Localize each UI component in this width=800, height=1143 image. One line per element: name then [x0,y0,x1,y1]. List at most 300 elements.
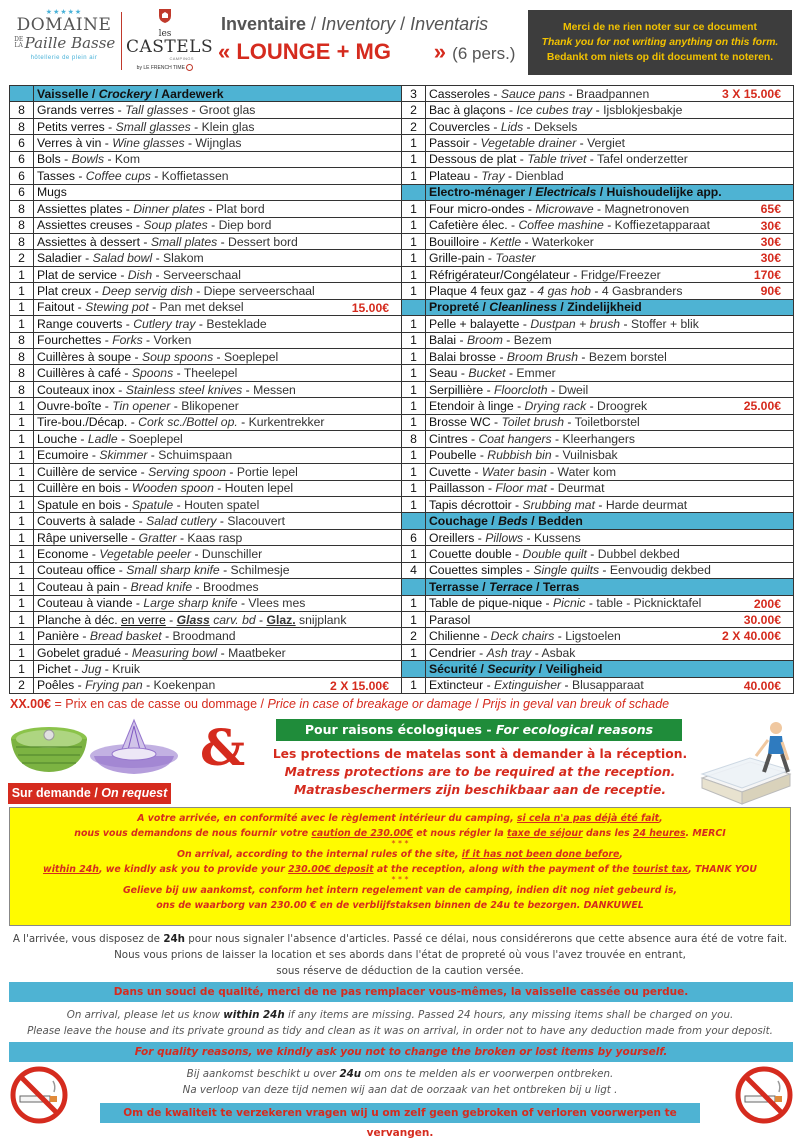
item-name-fr: Réfrigérateur/Congélateur [429,267,570,282]
table-row [10,168,794,184]
item-name-fr: Ouvre-boîte [37,399,102,414]
item-name: Pelle + balayette - Dustpan + brush - Stoffer + blik [426,316,794,332]
item-name-nl: Blusapparaat [571,678,644,693]
item-quantity: 4 [402,562,426,578]
item-name: Table de pique-nique - Picnic - table - Picknicktafel 200€ [426,595,794,611]
item-name-fr: Saladier [37,251,82,266]
page-title: Inventaire / Inventory / Inventaris [221,14,489,34]
item-name-en: Vegetable drainer [480,136,577,151]
item-quantity: 8 [10,233,34,249]
item-name-en: Picnic [553,596,586,611]
category-header: Couchage / Beds / Bedden [426,513,794,529]
item-quantity: 1 [402,644,426,660]
item-name-en: Water basin [481,464,547,479]
item-name-en: Dinner plates [133,201,206,216]
item-name-nl: Droogrek [597,399,648,414]
item-quantity: 1 [10,283,34,299]
item-name-fr: Mugs [37,185,67,200]
item-quantity: 1 [402,135,426,151]
table-row [10,513,794,529]
category-nl: Veiligheid [545,662,603,677]
item-name-fr: Pichet [37,662,71,677]
item-name-nl: Diep bord [218,218,272,233]
item-name-fr: Seau [429,366,458,381]
item-name-fr: Couteaux inox [37,382,115,397]
item-name-fr: Cuillère de service [37,464,138,479]
item-name-fr: Faitout [37,300,75,315]
item-name-fr: Louche [37,431,77,446]
item-name-en: Cutlery tray [133,316,196,331]
item-quantity: 1 [10,513,34,529]
item-name-nl: Bezem [513,333,552,348]
item-quantity: 1 [402,398,426,414]
item-name-nl: Dienblad [515,168,564,183]
item-name-nl: Wijnglas [195,136,242,151]
item-name-en: Frying pan [85,678,143,693]
item-name-nl: Koffiezetapparaat [614,218,710,233]
item-quantity: 1 [10,316,34,332]
item-name-en: Glass [176,612,210,627]
item-name-fr: Fourchettes [37,333,102,348]
item-name-fr: Casseroles [429,86,490,101]
item-quantity: 1 [402,447,426,463]
item-name-fr: Cuillères à soupe [37,349,132,364]
item-name-en-extra: carv. bd [213,612,256,627]
item-quantity: 1 [10,612,34,628]
item-name-en: Forks [112,333,143,348]
castels-logo: les CASTELS CAMPINGS by LE FRENCH TIME [126,8,204,74]
table-row [10,398,794,414]
item-name-nl: Dweil [558,382,589,397]
missing-items-nl: Bij aankomst beschikt u over 24u om ons te melden als er voorwerpen ontbreken. Na verloop van deze tijd nemen wij aan dat de oorzaak van het ontbreken bij u ligt . [182,1068,618,1096]
item-name-en: Bread knife [130,579,193,594]
item-name: Plat de service - Dish - Serveerschaal [34,266,402,282]
item-name: Grille-pain - Toaster 30€ [426,250,794,266]
item-name-en: Large sharp knife [143,596,238,611]
item-name-nl: Pan met deksel [159,300,244,315]
category-fr: Terrasse [429,579,479,594]
item-name-nl: Dubbel dekbed [597,546,680,561]
item-quantity: 2 [402,118,426,134]
item-quantity [402,184,426,200]
item-quantity: 6 [10,151,34,167]
item-quantity: 8 [10,332,34,348]
replacement-price: 25.00€ [743,399,781,414]
item-name-en: Tray [481,168,505,183]
item-name-en: Skimmer [99,448,148,463]
item-name: Bac à glaçons - Ice cubes tray - Ijsblokjesbakje [426,102,794,118]
item-name: Extincteur - Extinguisher - Blusapparaat 40.00€ [426,677,794,693]
item-name: Couteaux inox - Stainless steel knives - Messen [34,381,402,397]
castels-shield-icon [158,8,172,24]
item-quantity: 6 [10,184,34,200]
item-name-en: Soup spoons [142,349,214,364]
item-name-fr: Assiettes plates [37,201,123,216]
logo-divider [121,12,122,70]
item-name: Tapis décrottoir - Srubbing mat - Harde deurmat [426,496,794,512]
item-quantity: 1 [10,595,34,611]
item-name-fr: Econome [37,546,89,561]
category-fr: Couchage [429,514,488,529]
item-name-en: Soup plates [143,218,208,233]
table-row [10,316,794,332]
replacement-price: 90€ [760,284,781,299]
item-name-en: Bread basket [89,629,162,644]
table-row [10,480,794,496]
item-quantity: 8 [10,381,34,397]
item-quantity: 1 [402,349,426,365]
item-quantity [402,579,426,595]
item-name-nl: Slakom [163,251,204,266]
item-name-nl: Toiletborstel [574,415,640,430]
item-name: Cuillère en bois - Wooden spoon - Houten lepel [34,480,402,496]
item-name: Passoir - Vegetable drainer - Vergiet [426,135,794,151]
quality-band-en: For quality reasons, we kindly ask you not to change the broken or lost items by yourself. [9,1042,793,1062]
item-name-fr: Chilienne [429,629,480,644]
item-quantity: 3 [402,86,426,102]
item-name: Pichet - Jug - Kruik [34,661,402,677]
item-name-en: Microwave [535,201,594,216]
mattress-protection-notice: Les protections de matelas sont à demander à la réception. Matress protections are to be required at the reception. Matrasbeschermers zijn beschikbaar aan de receptie. [272,747,688,797]
item-name: Ouvre-boîte - Tin opener - Blikopener [34,398,402,414]
item-name-fr: Poêles [37,678,75,693]
item-quantity: 8 [10,217,34,233]
item-name-nl: Schuimspaan [158,448,233,463]
item-name-fr: Parasol [429,612,471,627]
item-name: Balai - Broom - Bezem [426,332,794,348]
item-name-nl: Theelepel [183,366,238,381]
missing-items-fr: A l'arrivée, vous disposez de 24h pour nous signaler l'absence d'articles. Passé ce délai, nous considérerons que cette absence aura été de votre fait. Nous vous prions de laisser la location et ses abords dans l'état de propreté où vous l'avez trouvée en entrant, sous réserve de déduction de la caution versée. [12,933,788,977]
item-name: Couverts à salade - Salad cutlery - Slacouvert [34,513,402,529]
item-name: Dessous de plat - Table trivet - Tafel onderzetter [426,151,794,167]
item-quantity: 1 [402,414,426,430]
item-quantity: 1 [402,612,426,628]
item-name-en: Dish [127,267,153,282]
item-name-en: Vegetable peeler [99,546,192,561]
item-name-nl: Diepe serveerschaal [203,283,315,298]
replacement-price: 30€ [760,251,781,266]
table-row [10,184,794,200]
item-name-en: Cork sc./Bottel op. [138,415,238,430]
item-name: Cuillères à soupe - Soup spoons - Soeplepel [34,349,402,365]
item-name-fr: Cintres [429,431,468,446]
item-name-nl: Fridge/Freezer [580,267,661,282]
item-quantity: 1 [402,480,426,496]
category-fr: Propreté [429,300,480,315]
item-name-en: Lids [500,119,524,134]
item-name-fr: Spatule en bois [37,497,122,512]
item-name: Plaque 4 feux gaz - 4 gas hob - 4 Gasbranders 90€ [426,283,794,299]
table-row [10,546,794,562]
item-name: Couette double - Double quilt - Dubbel dekbed [426,546,794,562]
item-name-fr: Extincteur [429,678,484,693]
item-name-nl: Vlees mes [248,596,306,611]
item-name-fr: Balai [429,333,457,348]
item-name: Chilienne - Deck chairs - Ligstoelen 2 X 40.00€ [426,628,794,644]
category-nl: Huishoudelijke app. [606,185,722,200]
table-row [10,381,794,397]
item-name [34,184,402,200]
item-quantity: 2 [402,102,426,118]
item-name-nl: Tafel onderzetter [597,152,688,167]
table-row [10,332,794,348]
item-name-fr: Petits verres [37,119,105,134]
item-name: Bols - Bowls - Kom [34,151,402,167]
item-name-nl: Stoffer + blik [630,316,699,331]
item-name-en: Floor mat [495,481,547,496]
item-name-fr: Oreillers [429,530,475,545]
item-name: Couteau à viande - Large sharp knife - Vlees mes [34,595,402,611]
item-name: Paillasson - Floor mat - Deurmat [426,480,794,496]
item-quantity [10,86,34,102]
item-quantity: 1 [10,414,34,430]
item-name-fr: Plateau [429,168,471,183]
item-name-en: Stewing pot [85,300,149,315]
item-name-nl: Vergiet [587,136,626,151]
item-quantity: 1 [10,579,34,595]
item-name-nl: Schilmesje [230,563,290,578]
item-name-en: Ash tray [486,645,532,660]
item-name: Tasses - Coffee cups - Koffietassen [34,168,402,184]
salad-spinner-icon [8,717,90,775]
item-quantity: 2 [10,677,34,693]
item-name-fr: Plat de service [37,267,117,282]
item-name-en: Stainless steel knives [125,382,243,397]
item-name-fr: Râpe universelle [37,530,128,545]
item-name: Assiettes plates - Dinner plates - Plat bord [34,201,402,217]
replacement-price: 65€ [760,202,781,217]
item-name-nl: Kruik [112,662,140,677]
category-en: Electricals [535,185,597,200]
item-name-nl: Koekenpan [153,678,216,693]
item-name-en: Tall glasses [125,103,189,118]
item-name-nl: Broodmand [172,629,236,644]
item-name-fr: Serpillière [429,382,484,397]
item-name: Poubelle - Rubbish bin - Vuilnisbak [426,447,794,463]
table-row [10,447,794,463]
item-name-en: 4 gas hob [537,283,591,298]
item-name-nl: Ligstoelen [565,629,621,644]
item-quantity: 1 [10,266,34,282]
item-quantity: 8 [10,349,34,365]
item-name: Brosse WC - Toilet brush - Toiletborstel [426,414,794,430]
item-name-en: Coffee mashine [518,218,604,233]
item-name-fr: Assiettes creuses [37,218,133,233]
item-quantity: 1 [402,201,426,217]
item-name-fr: Verres à vin [37,136,102,151]
item-name-nl: Deksels [534,119,578,134]
table-row [10,612,794,628]
item-name-en: Spoons [131,366,174,381]
item-name-nl: Magnetronoven [604,201,690,216]
item-quantity: 1 [402,217,426,233]
item-name-en: Small glasses [115,119,191,134]
ecological-heading: Pour raisons écologiques - For ecological reasons [276,719,682,741]
item-name-en: Broom [466,333,503,348]
item-quantity: 1 [10,661,34,677]
item-quantity: 1 [10,299,34,315]
item-quantity: 1 [10,431,34,447]
item-name-nl: Kom [114,152,140,167]
table-row [10,431,794,447]
item-name-en: Dustpan + brush [530,316,621,331]
accommodation-title: « LOUNGE + MG » (6 pers.) [218,39,516,64]
item-quantity: 1 [402,233,426,249]
item-name: Poêles - Frying pan - Koekenpan 2 X 15.00€ [34,677,402,693]
item-name-fr: Pelle + balayette [429,316,520,331]
item-name-nl: Blikopener [181,399,239,414]
item-quantity: 8 [10,201,34,217]
item-quantity: 8 [10,118,34,134]
item-name: Petits verres - Small glasses - Klein glas [34,118,402,134]
table-row [10,118,794,134]
table-row [10,151,794,167]
item-name-en: Jug [81,662,102,677]
item-quantity: 1 [402,464,426,480]
item-quantity: 1 [10,628,34,644]
item-quantity: 1 [402,546,426,562]
table-row [10,283,794,299]
item-name-en: Broom Brush [506,349,579,364]
item-name [426,612,794,628]
item-name-nl: table - Picknicktafel [596,596,702,611]
item-name-nl: Vuilnisbak [562,448,618,463]
table-row [10,677,794,693]
item-name-nl: Maatbeker [228,645,286,660]
item-quantity: 1 [402,316,426,332]
no-smoking-icon [10,1066,68,1124]
item-name-en: Coffee cups [85,168,151,183]
table-row [10,562,794,578]
item-name-en: Gratter [138,530,177,545]
item-name-en: Deck chairs [490,629,555,644]
category-en: Crockery [98,86,152,101]
item-quantity: 8 [10,102,34,118]
item-name-fr: Balai brosse [429,349,497,364]
table-row [10,628,794,644]
item-name-en: Measuring bowl [131,645,218,660]
item-name-nl: Broodmes [203,579,259,594]
item-name-en: Srubbing mat [522,497,595,512]
item-name: Range couverts - Cutlery tray - Besteklade [34,316,402,332]
item-name-en: Spatule [131,497,174,512]
table-row [10,233,794,249]
item-quantity: 1 [10,480,34,496]
table-row [10,349,794,365]
item-name-nl: Houten spatel [184,497,260,512]
item-name-fr: Couvercles [429,119,490,134]
item-quantity: 6 [10,168,34,184]
item-name-en: Table trivet [527,152,587,167]
ampersand-symbol: & [200,718,246,777]
category-nl: Terras [542,579,580,594]
french-time-icon [186,64,193,71]
item-name: Couvercles - Lids - Deksels [426,118,794,134]
item-name-nl: Braadpannen [576,86,650,101]
item-quantity: 1 [10,496,34,512]
item-quantity: 2 [10,250,34,266]
replacement-price: 2 X 15.00€ [330,678,389,693]
item-name-en: Ladle [87,431,118,446]
item-name: Econome - Vegetable peeler - Dunschiller [34,546,402,562]
item-name-fr: Ecumoire [37,448,89,463]
item-quantity: 1 [402,365,426,381]
item-name-en: Rubbish bin [487,448,552,463]
item-name-en: Small plates [150,234,218,249]
item-name-fr: Couteau à viande [37,596,133,611]
item-name-en: Double quilt [522,546,587,561]
page-header [0,0,800,82]
item-name-en: Ice cubes tray [516,103,593,118]
item-name-fr: Couettes simples [429,563,523,578]
item-name-fr: Panière [37,629,80,644]
replacement-price: 30€ [760,234,781,249]
item-name-en: Bucket [468,366,506,381]
item-name: Assiettes à dessert - Small plates - Dessert bord [34,233,402,249]
item-name-nl: 4 Gasbranders [601,283,683,298]
item-name-fr: Cuillères à café [37,366,121,381]
item-name-fr: Poubelle [429,448,477,463]
item-quantity: 1 [402,151,426,167]
category-nl: Zindelijkheid [567,300,642,315]
item-name-nl: Soeplepel [224,349,279,364]
category-en: Terrace [489,579,533,594]
item-name-nl: Serveerschaal [163,267,241,282]
item-name-fr: Couverts à salade [37,514,136,529]
item-name-nl: Harde deurmat [605,497,688,512]
item-name-fr: Couette double [429,546,512,561]
item-name-en: Floorcloth [494,382,548,397]
item-name: Faitout - Stewing pot - Pan met deksel 15.00€ [34,299,402,315]
item-name-nl: Deurmat [557,481,605,496]
item-name-fr: Bac à glaçons [429,103,506,118]
item-quantity: 1 [10,398,34,414]
replacement-price: 170€ [753,267,781,282]
item-name-nl: Koffietassen [161,168,229,183]
item-name-en: Coat hangers [478,431,552,446]
category-header: Sécurité / Security / Veiligheid [426,661,794,677]
table-row [10,266,794,282]
item-name-fr: Assiettes à dessert [37,234,140,249]
table-row [10,579,794,595]
item-name-fr: Bouilloire [429,234,480,249]
item-name: Panière - Bread basket - Broodmand [34,628,402,644]
item-name-en: Sauce pans [500,86,566,101]
item-name: Planche à déc. en verre - Glass carv. bd - Glaz. snijplank [34,612,402,628]
item-name: Balai brosse - Broom Brush - Bezem borstel [426,349,794,365]
item-name: Grands verres - Tall glasses - Groot glas [34,102,402,118]
item-name-fr: Cuvette [429,464,472,479]
item-name: Ecumoire - Skimmer - Schuimspaan [34,447,402,463]
replacement-price: 40.00€ [743,678,781,693]
item-quantity: 8 [402,431,426,447]
item-name-fr: Four micro-ondes [429,201,525,216]
item-name-nl: Slacouvert [227,514,285,529]
item-name: Plateau - Tray - Dienblad [426,168,794,184]
item-name-fr: Couteau à pain [37,579,120,594]
item-quantity: 8 [10,365,34,381]
item-quantity: 1 [402,595,426,611]
citrus-juicer-icon [86,714,182,776]
category-en: Beds [498,514,528,529]
item-quantity: 1 [402,381,426,397]
item-name: Cuillère de service - Serving spoon - Portie lepel [34,464,402,480]
table-row [10,644,794,660]
item-quantity: 1 [10,529,34,545]
item-name: Cendrier - Ash tray - Asbak [426,644,794,660]
item-name: Réfrigérateur/Congélateur - Fridge/Freezer 170€ [426,266,794,282]
item-name-nl: Kussens [534,530,581,545]
